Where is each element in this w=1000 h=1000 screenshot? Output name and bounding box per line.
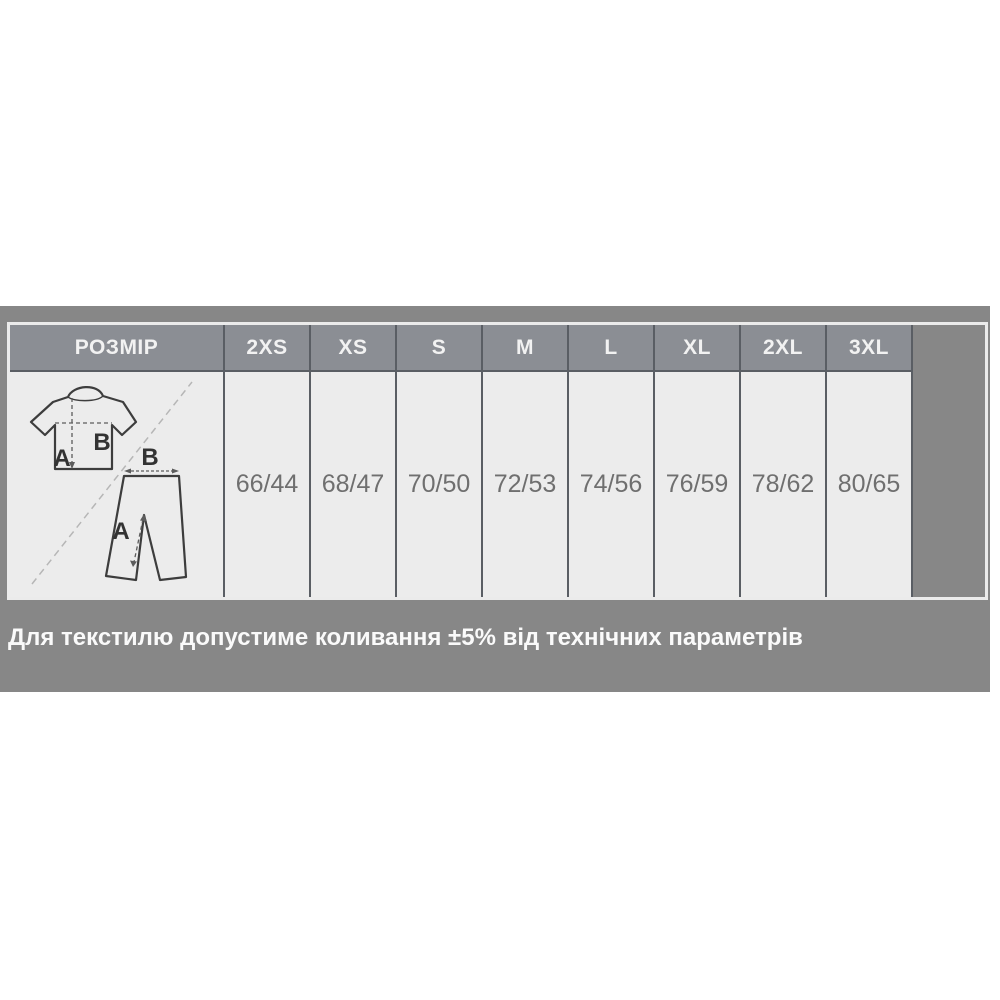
pants-inseam-arrow-top [140,514,147,522]
size-table-column-xl [655,325,741,597]
size-label: 2XL [762,335,803,359]
size-label: L [604,335,618,359]
diagonal-divider-line [32,382,192,584]
size-value: 68/47 [321,470,385,498]
size-value-cell [311,372,395,597]
size-chart-panel [0,306,990,692]
size-value-cell [569,372,653,597]
column-header-2xl [741,325,825,372]
pants-inseam-arrow-bottom [130,561,137,568]
column-header-l [569,325,653,372]
pants-waist-arrow-right [172,469,179,474]
size-value: 74/56 [579,470,643,498]
garment-diagram-cell [10,372,223,597]
size-table-column-l [569,325,655,597]
size-table-column-3xl [827,325,913,597]
pants-inseam-label: A [112,518,130,545]
size-value: 80/65 [837,470,901,498]
size-value: 66/44 [235,470,299,498]
size-table [7,322,988,600]
column-header-xl [655,325,739,372]
size-table-column-rozmir [10,325,225,597]
tshirt-length-label: A [53,445,71,472]
size-table-column-2xs [225,325,311,597]
pants-waist-label: B [141,444,159,471]
size-value-cell [397,372,481,597]
column-header-3xl [827,325,911,372]
size-label: 3XL [848,335,889,359]
tolerance-note: Для текстилю допустиме коливання ±5% від технічних параметрів [8,624,803,651]
size-label: M [516,335,534,359]
size-value-cell [225,372,309,597]
size-value-cell [827,372,911,597]
size-table-column-s [397,325,483,597]
tshirt-icon [31,387,136,469]
size-table-column-m [483,325,569,597]
size-label: XS [338,335,368,359]
size-label: 2XS [246,335,288,359]
size-label: S [431,335,447,359]
size-table-column-xs [311,325,397,597]
size-value-cell [741,372,825,597]
size-label: XL [683,335,711,359]
size-value: 70/50 [407,470,471,498]
column-header-2xs [225,325,309,372]
size-value: 78/62 [751,470,815,498]
size-value-cell [655,372,739,597]
column-header-rozmir [10,325,223,372]
size-table-filler-column [913,325,985,597]
size-value-cell [483,372,567,597]
pants-waist-arrow-left [124,469,131,474]
column-header-m [483,325,567,372]
size-table-column-2xl [741,325,827,597]
tshirt-width-label: B [93,429,111,456]
rozmir-header-label: РОЗМІР [74,335,159,359]
column-header-s [397,325,481,372]
size-value: 76/59 [665,470,729,498]
column-header-xs [311,325,395,372]
garment-diagram [10,372,223,597]
size-value: 72/53 [493,470,557,498]
